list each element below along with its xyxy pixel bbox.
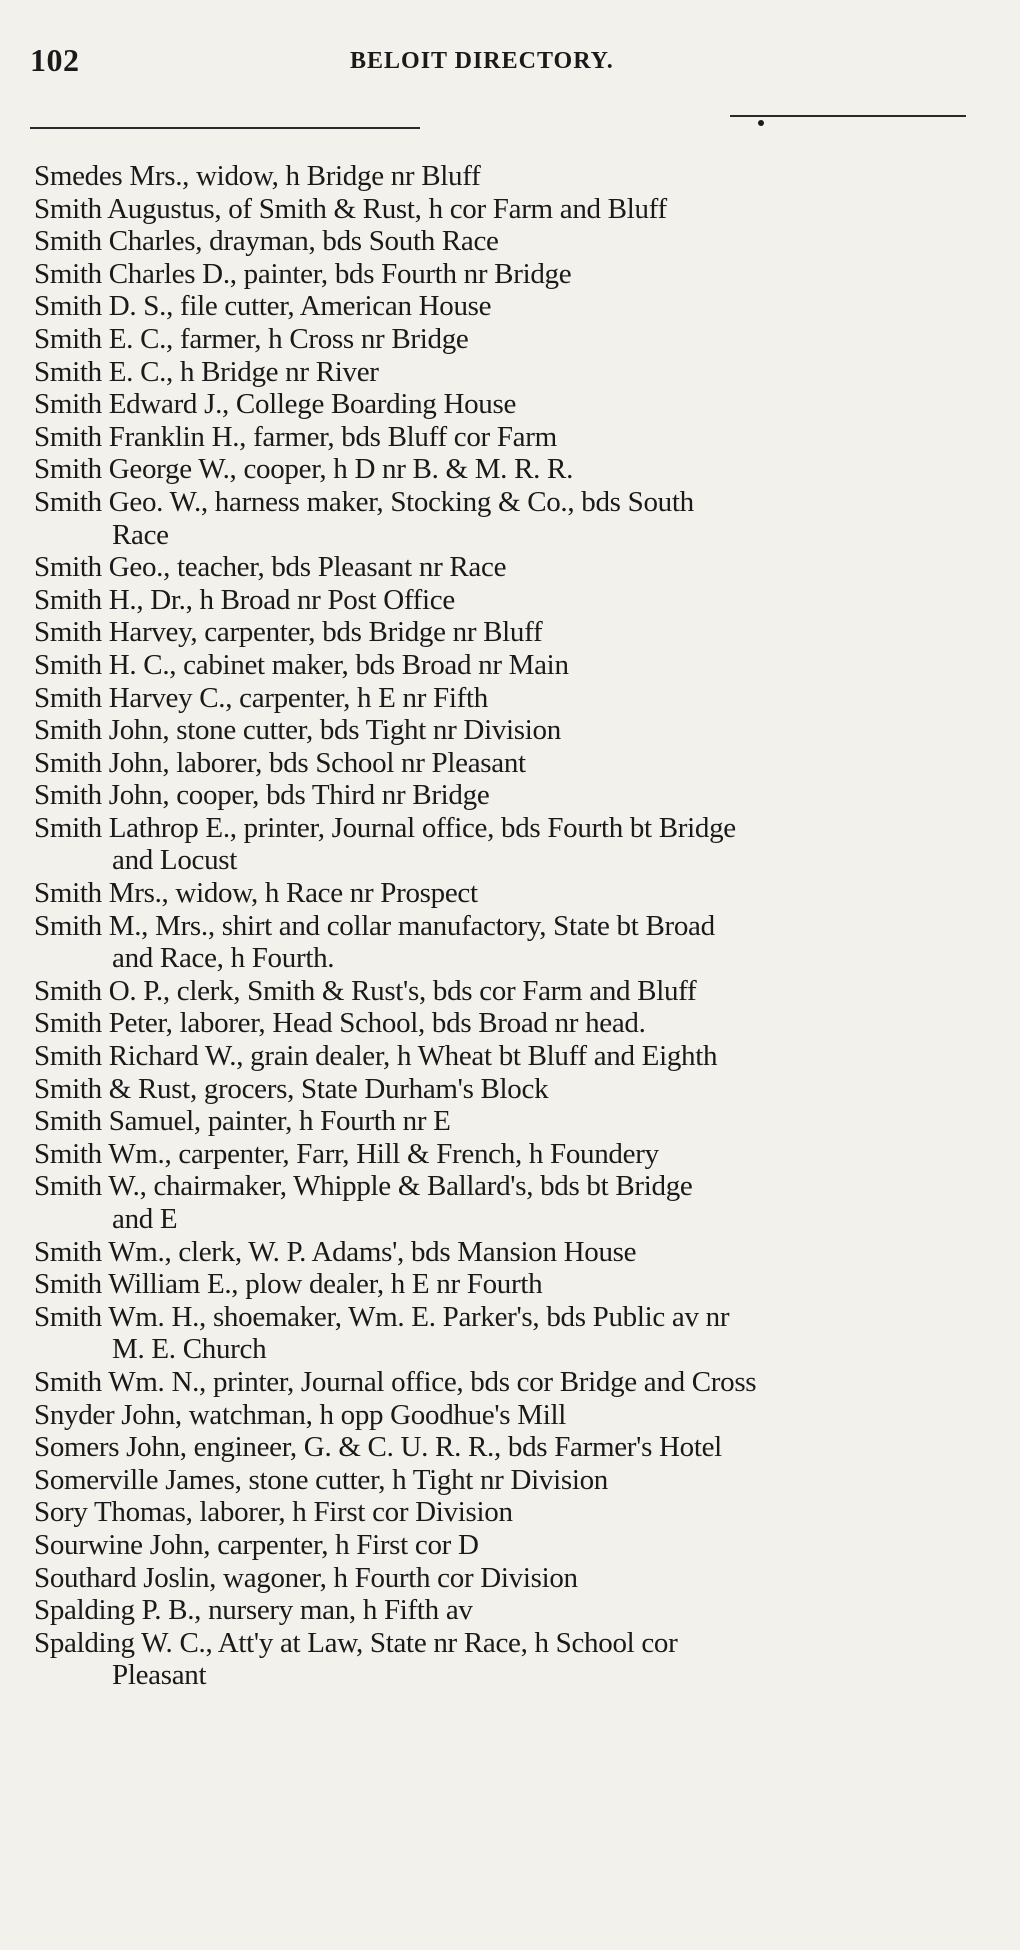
directory-entry [34,812,984,877]
running-title: BELOIT DIRECTORY. [350,48,614,74]
entry-text: Smith Richard W., grain dealer, h Wheat bt Bluff and Eighth [34,1040,718,1073]
directory-entry [34,421,984,454]
directory-entry [34,193,984,226]
entry-continuation: Pleasant [112,1659,207,1692]
entry-text: Smith John, stone cutter, bds Tight nr Division [34,714,561,747]
directory-entry [34,910,984,975]
entry-text: Smith H. C., cabinet maker, bds Broad nr Main [34,648,569,681]
directory-entry [34,1105,984,1138]
entry-text: Somerville James, stone cutter, h Tight nr Division [34,1463,608,1496]
entry-text: Smith Charles D., painter, bds Fourth nr Bridge [34,257,572,290]
directory-entry [34,714,984,747]
directory-entry [34,1301,984,1366]
entry-text: Smith Wm. H., shoemaker, Wm. E. Parker's, bds Public av nr [34,1300,730,1333]
entry-text: Smith John, laborer, bds School nr Pleasant [34,746,526,779]
entry-text: Spalding P. B., nursery man, h Fifth av [34,1594,473,1627]
entry-text: Smith Mrs., widow, h Race nr Prospect [34,877,478,910]
entry-continuation: M. E. Church [112,1333,267,1366]
directory-entry [34,1366,984,1399]
entry-continuation: and Race, h Fourth. [112,942,335,975]
directory-entry [34,388,984,421]
directory-entry [34,323,984,356]
directory-entry [34,1073,984,1106]
entry-text: Smith Wm., carpenter, Farr, Hill & French, h Foundery [34,1137,659,1170]
directory-entry [34,877,984,910]
directory-entry [34,258,984,291]
entry-text: Smith E. C., h Bridge nr River [34,355,379,388]
directory-entry [34,616,984,649]
header-rule-dot [758,120,764,126]
entry-text: Smith D. S., file cutter, American House [34,290,492,323]
entry-text: Smith Franklin H., farmer, bds Bluff cor Farm [34,420,557,453]
directory-entry [34,682,984,715]
directory-entry [34,1268,984,1301]
directory-entry [34,356,984,389]
directory-entry [34,160,984,193]
entry-continuation: and E [112,1203,178,1235]
entry-text: Snyder John, watchman, h opp Goodhue's Mill [34,1398,566,1431]
entry-text: Smith Samuel, painter, h Fourth nr E [34,1105,451,1138]
entry-text: Smith Peter, laborer, Head School, bds Broad nr head. [34,1007,646,1040]
page-number: 102 [30,42,80,78]
entry-text: Smith Geo. W., harness maker, Stocking & Co., bds South [34,485,694,518]
directory-entry [34,290,984,323]
directory-entry [34,1562,984,1595]
entry-text: Smith O. P., clerk, Smith & Rust's, bds cor Farm and Bluff [34,974,697,1007]
entry-text: Smith Geo., teacher, bds Pleasant nr Race [34,551,507,584]
entry-text: Smith Lathrop E., printer, Journal office, bds Fourth bt Bridge [34,811,736,844]
directory-entry [34,486,984,551]
entry-text: Smith Harvey C., carpenter, h E nr Fifth [34,681,488,714]
entry-text: Smith M., Mrs., shirt and collar manufactory, State bt Broad [34,909,715,942]
directory-entry [34,1007,984,1040]
entry-continuation: Race [112,518,169,551]
directory-entry [34,1138,984,1171]
directory-entries [34,160,984,1692]
directory-entry [34,1594,984,1627]
entry-text: Smith & Rust, grocers, State Durham's Block [34,1072,549,1105]
entry-text: Smith Edward J., College Boarding House [34,388,517,421]
entry-text: Smith Harvey, carpenter, bds Bridge nr Bluff [34,616,543,649]
directory-entry [34,225,984,258]
directory-entry [34,1431,984,1464]
entry-text: Smith George W., cooper, h D nr B. & M. R. R. [34,453,574,486]
entry-text: Smith H., Dr., h Broad nr Post Office [34,583,455,616]
entry-text: Smith John, cooper, bds Third nr Bridge [34,779,490,812]
directory-entry [34,779,984,812]
directory-entry [34,649,984,682]
directory-entry [34,1464,984,1497]
directory-entry [34,1170,984,1235]
directory-entry [34,584,984,617]
directory-entry [34,1496,984,1529]
entry-text: Smith William E., plow dealer, h E nr Fourth [34,1268,543,1301]
header-rule-left [30,127,420,129]
header-rule-right [730,115,966,117]
entry-text: Spalding W. C., Att'y at Law, State nr Race, h School cor [34,1626,678,1659]
entry-text: Sourwine John, carpenter, h First cor D [34,1528,479,1561]
directory-entry [34,1399,984,1432]
directory-entry [34,975,984,1008]
entry-text: Smith W., chairmaker, Whipple & Ballard's, bds bt Bridge [34,1170,693,1203]
entry-text: Smith Wm. N., printer, Journal office, bds cor Bridge and Cross [34,1365,757,1398]
directory-entry [34,747,984,780]
entry-text: Southard Joslin, wagoner, h Fourth cor Division [34,1561,578,1594]
entry-text: Smith Augustus, of Smith & Rust, h cor Farm and Bluff [34,192,667,225]
page-header [30,42,976,82]
entry-text: Smith Charles, drayman, bds South Race [34,225,499,258]
entry-continuation: and Locust [112,844,238,877]
entry-text: Smedes Mrs., widow, h Bridge nr Bluff [34,160,481,192]
directory-entry [34,1529,984,1562]
entry-text: Sory Thomas, laborer, h First cor Division [34,1496,513,1529]
entry-text: Smith Wm., clerk, W. P. Adams', bds Mansion House [34,1235,637,1268]
directory-entry [34,453,984,486]
entry-text: Smith E. C., farmer, h Cross nr Bridge [34,322,469,355]
directory-entry [34,1040,984,1073]
entry-text: Somers John, engineer, G. & C. U. R. R., bds Farmer's Hotel [34,1431,722,1464]
directory-entry [34,1627,984,1692]
directory-entry [34,551,984,584]
directory-entry [34,1236,984,1269]
